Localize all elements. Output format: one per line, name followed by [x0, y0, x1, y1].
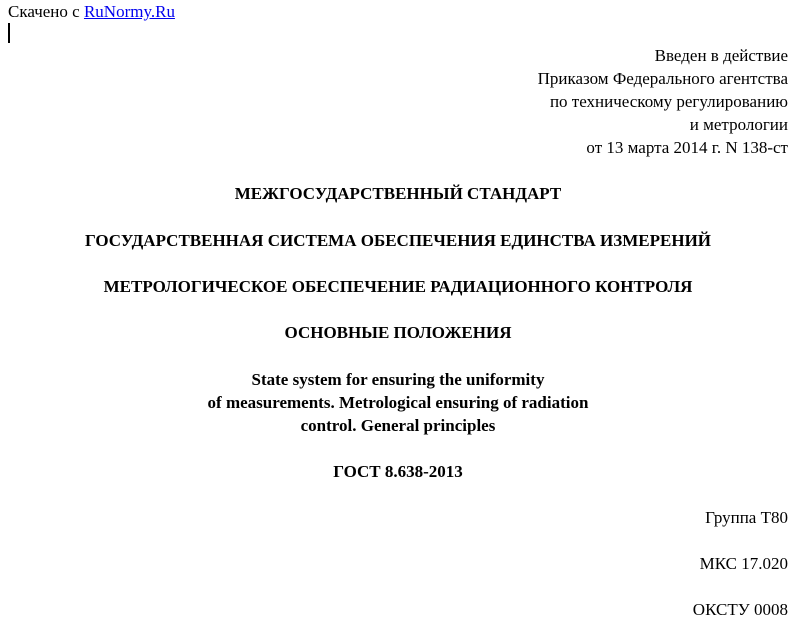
enactment-line: по техническому регулированию — [549, 92, 788, 111]
subject-heading: МЕТРОЛОГИЧЕСКОЕ ОБЕСПЕЧЕНИЕ РАДИАЦИОННОГО КОНТРОЛЯ — [103, 277, 693, 296]
group-code: Группа Т80 — [705, 508, 788, 527]
gost-number: ГОСТ 8.638-2013 — [333, 462, 463, 481]
enactment-line: и метрологии — [689, 115, 788, 134]
system-heading: ГОСУДАРСТВЕННАЯ СИСТЕМА ОБЕСПЕЧЕНИЯ ЕДИНСТВА ИЗМЕРЕНИЙ — [84, 231, 712, 250]
mks-code: МКС 17.020 — [699, 554, 788, 573]
section-heading: ОСНОВНЫЕ ПОЛОЖЕНИЯ — [284, 323, 512, 342]
english-title-line: control. General principles — [300, 416, 496, 435]
okstu-code: ОКСТУ 0008 — [692, 600, 788, 619]
text-cursor — [8, 23, 10, 43]
runormy-link[interactable]: RuNormy.Ru — [83, 2, 175, 21]
english-title-line: State system for ensuring the uniformity — [251, 370, 545, 389]
english-title-line: of measurements. Metrological ensuring of radiation — [207, 393, 589, 412]
enactment-line: от 13 марта 2014 г. N 138-ст — [586, 138, 788, 157]
enactment-line: Введен в действие — [654, 46, 788, 65]
source-line — [8, 0, 175, 23]
enactment-line: Приказом Федерального агентства — [537, 69, 788, 88]
standard-type-heading: МЕЖГОСУДАРСТВЕННЫЙ СТАНДАРТ — [234, 184, 562, 203]
source-prefix: Скачено с — [8, 2, 80, 21]
enactment-block — [538, 44, 788, 159]
